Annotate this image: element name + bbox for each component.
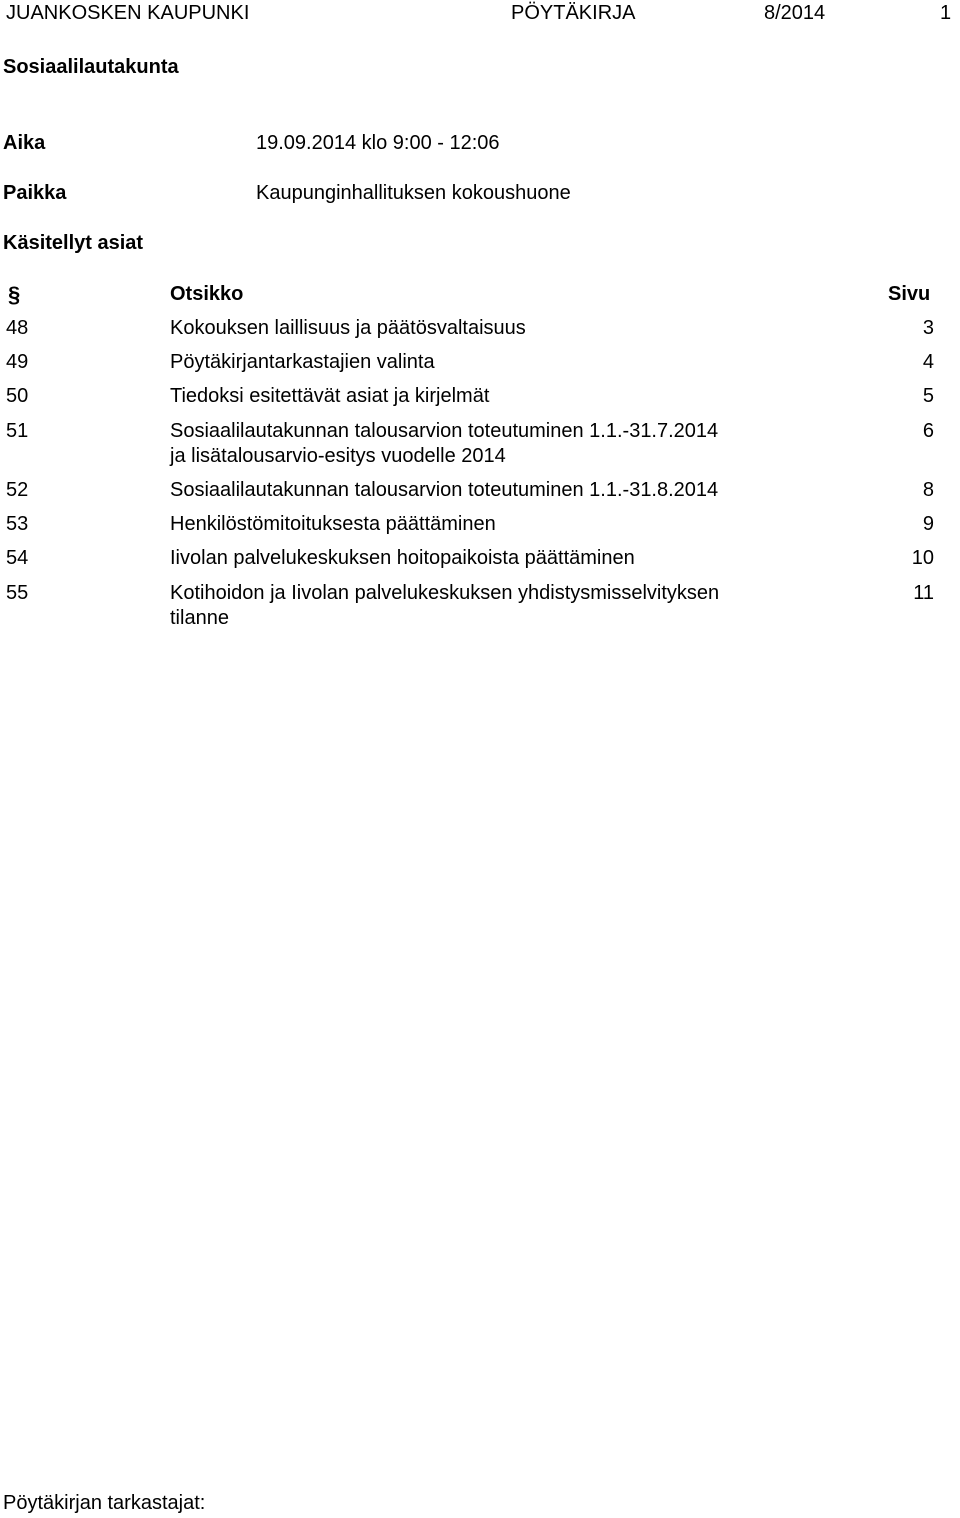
item-number: 51 [6, 420, 29, 442]
item-number: 53 [6, 513, 29, 535]
item-page: 4 [922, 351, 934, 373]
place-value: Kaupunginhallituksen kokoushuone [256, 182, 571, 204]
item-page: 11 [913, 582, 934, 604]
column-page-header: Sivu [888, 283, 931, 305]
item-number: 50 [6, 385, 29, 407]
column-title-header: Otsikko [170, 283, 244, 305]
item-title: Sosiaalilautakunnan talousarvion toteutuminen 1.1.-31.7.2014 [170, 420, 719, 442]
item-number: 55 [6, 582, 29, 604]
section-sign-icon [8, 282, 22, 308]
agenda-heading: Käsitellyt asiat [3, 232, 144, 254]
item-title: Sosiaalilautakunnan talousarvion toteutuminen 1.1.-31.8.2014 [170, 479, 719, 501]
item-page: 10 [911, 547, 934, 569]
time-value: 19.09.2014 klo 9:00 - 12:06 [256, 132, 500, 154]
issue-number: 8/2014 [764, 2, 826, 24]
organization-name: JUANKOSKEN KAUPUNKI [6, 2, 250, 24]
item-page: 6 [922, 420, 934, 442]
item-title: Kokouksen laillisuus ja päätösvaltaisuus [170, 317, 526, 339]
item-title: Iivolan palvelukeskuksen hoitopaikoista päättäminen [170, 547, 635, 569]
time-label: Aika [3, 132, 46, 154]
document-type: PÖYTÄKIRJA [511, 2, 636, 24]
item-page: 8 [922, 479, 934, 501]
item-title-continued: ja lisätalousarvio-esitys vuodelle 2014 [170, 445, 506, 467]
place-label: Paikka [3, 182, 67, 204]
item-number: 54 [6, 547, 29, 569]
board-name: Sosiaalilautakunta [3, 56, 179, 78]
item-number: 52 [6, 479, 29, 501]
item-number: 48 [6, 317, 29, 339]
reviewers-label: Pöytäkirjan tarkastajat: [3, 1492, 206, 1514]
item-title: Tiedoksi esitettävät asiat ja kirjelmät [170, 385, 490, 407]
item-title-continued: tilanne [170, 607, 229, 629]
page-number: 1 [940, 2, 952, 24]
item-number: 49 [6, 351, 29, 373]
svg-text:§: § [8, 282, 21, 307]
item-page: 3 [922, 317, 934, 339]
item-title: Kotihoidon ja Iivolan palvelukeskuksen yhdistysmisselvityksen [170, 582, 720, 604]
item-page: 5 [922, 385, 934, 407]
item-title: Henkilöstömitoituksesta päättäminen [170, 513, 496, 535]
item-page: 9 [922, 513, 934, 535]
item-title: Pöytäkirjantarkastajien valinta [170, 351, 435, 373]
